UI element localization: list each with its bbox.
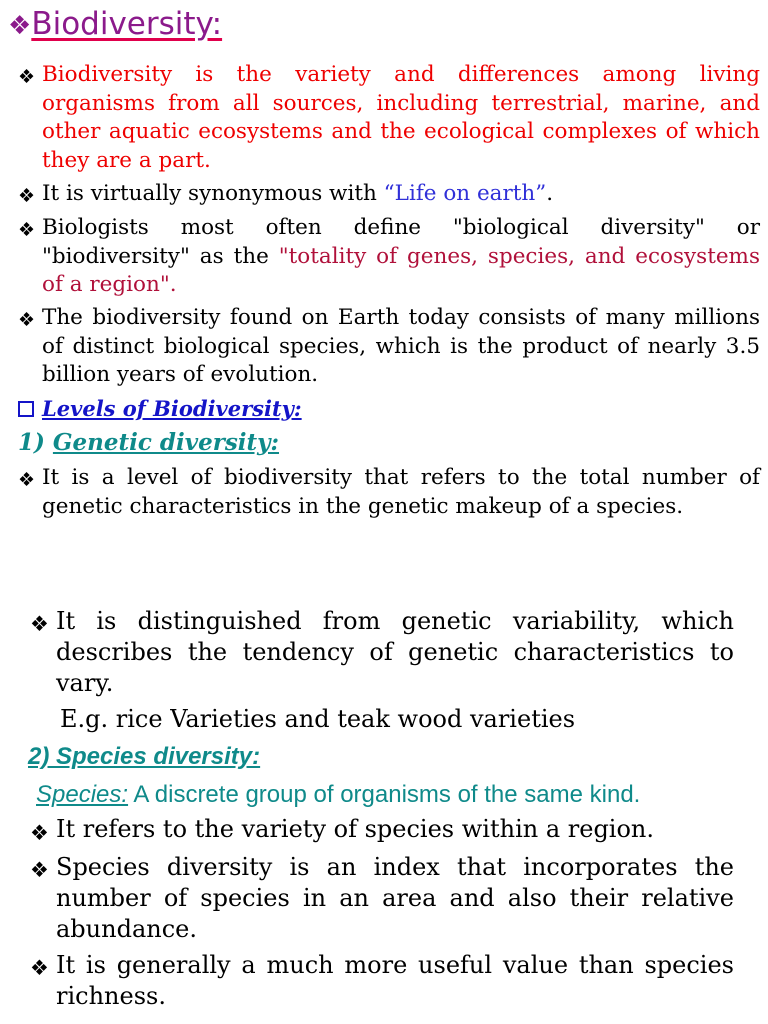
genetic-diversity-paragraph: It is a level of biodiversity that refers to the total number of genetic characteristics in the genetic makeup of a species. xyxy=(42,465,760,519)
synonym-paragraph: It is virtually synonymous with “Life on earth”. xyxy=(42,181,554,206)
diamond-bullet-icon: ❖ xyxy=(30,612,49,636)
diamond-bullet-icon: ❖ xyxy=(18,469,36,491)
species-index-paragraph: Species diversity is an index that incorporates the number of species in an area and also their relative abundance. xyxy=(56,853,734,943)
life-on-earth-quote: “Life on earth” xyxy=(383,181,547,206)
diamond-bullet-icon: ❖ xyxy=(18,66,36,88)
totality-quote: "totality of genes, species, and ecosystems of a region" xyxy=(42,243,760,297)
species-region-text: It refers to the variety of species within a region. xyxy=(56,815,655,843)
diamond-bullet-icon: ❖ xyxy=(30,821,49,845)
diamond-bullet-icon: ❖ xyxy=(30,858,49,882)
diamond-bullet-icon: ❖ xyxy=(8,11,32,41)
diamond-bullet-icon: ❖ xyxy=(18,309,36,331)
species-diversity-heading: 2) Species diversity: xyxy=(28,743,261,770)
definition-paragraph: Biodiversity is the variety and differences among living organisms from all sources, including terrestrial, marine, and other aquatic ecosystems and the ecological complexes of which they are a part. xyxy=(42,62,760,173)
example-text: E.g. rice Varieties and teak wood varieties xyxy=(60,705,576,733)
evolution-paragraph: The biodiversity found on Earth today consists of many millions of distinct biological species, which is the product of nearly 3.5 billion years of evolution. xyxy=(42,305,760,387)
diamond-bullet-icon: ❖ xyxy=(30,956,49,980)
page-title xyxy=(8,6,222,42)
biologists-paragraph: Biologists most often define "biological diversity" or "biodiversity" as the "totality of genes, species, and ecosystems of a region". xyxy=(42,215,760,297)
species-definition: Species: A discrete group of organisms of the same kind. xyxy=(36,781,641,808)
levels-heading: Levels of Biodiversity: xyxy=(18,396,302,421)
diamond-bullet-icon: ❖ xyxy=(18,185,36,207)
diamond-bullet-icon: ❖ xyxy=(18,219,36,241)
genetic-diversity-heading: 1) Genetic diversity: xyxy=(18,429,280,456)
checkbox-square-icon xyxy=(18,401,34,417)
title-text: Biodiversity: xyxy=(31,6,223,42)
species-term: Species: xyxy=(36,781,129,808)
variability-paragraph: It is distinguished from genetic variability, which describes the tendency of genetic characteristics to vary. xyxy=(56,607,734,697)
species-richness-paragraph: It is generally a much more useful value than species richness. xyxy=(56,951,734,1010)
